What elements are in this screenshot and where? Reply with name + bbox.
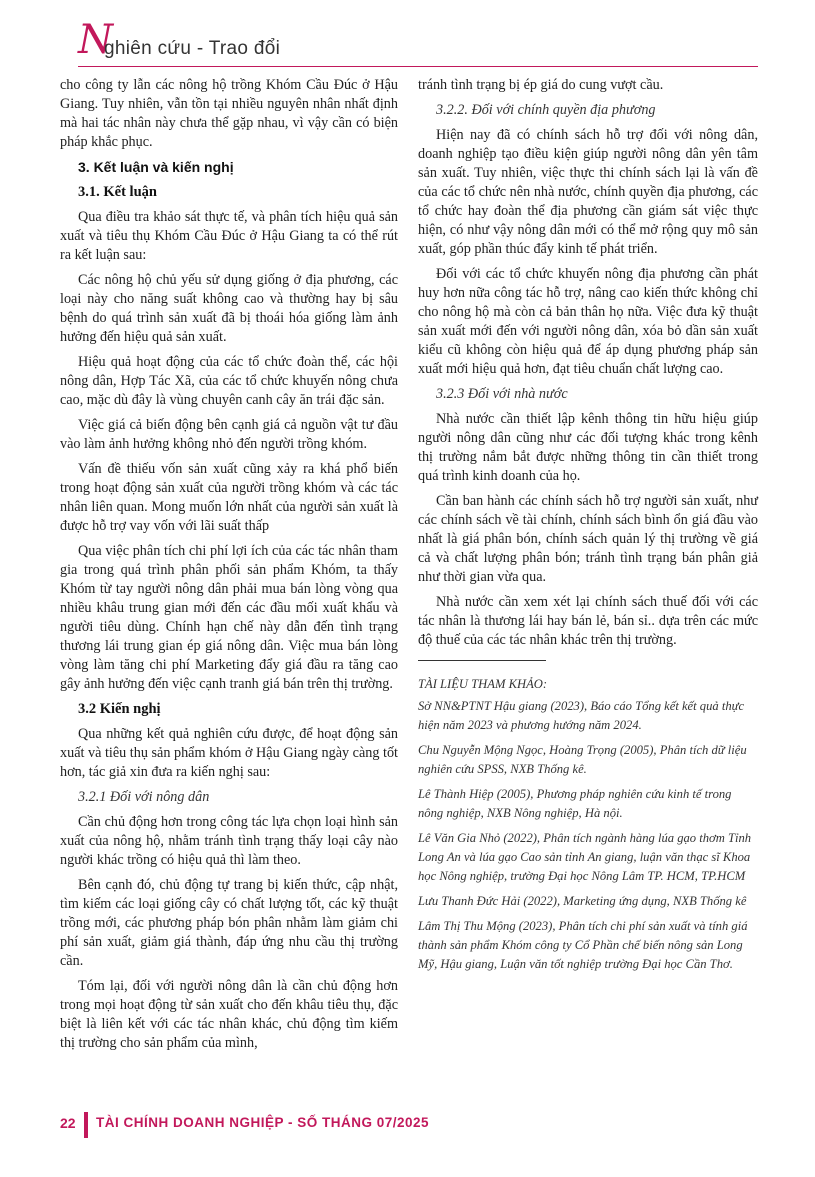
page-footer	[60, 1112, 760, 1138]
paragraph: Hiệu quả hoạt động của các tổ chức đoàn thể, các hội nông dân, Hợp Tác Xã, của các tổ chức khuyến nông chưa cao, mặc dù đây là vùng chuyên canh cây ăn trái đặc sản.	[60, 354, 398, 408]
header-initial: N	[78, 17, 113, 63]
paragraph: Cần chủ động hơn trong công tác lựa chọn loại hình sản xuất của nông hộ, nhằm tránh tình trạng thấy loại cây nào người khác trồng có hiệu quả thì làm theo.	[60, 814, 398, 868]
paragraph: Nhà nước cần xem xét lại chính sách thuế đối với các tác nhân là thương lái hay bán lẻ, bán sỉ.. dựa trên các mức độ thuế của các tác nhân khác trên thị trường.	[418, 594, 758, 648]
reference-item: Chu Nguyễn Mộng Ngọc, Hoàng Trọng (2005), Phân tích dữ liệu nghiên cứu SPSS, NXB Thống kê.	[418, 743, 747, 776]
paragraph: Tóm lại, đối với người nông dân là cần chủ động hơn trong mọi hoạt động từ sản xuất cho đến khâu tiêu thụ, đặc biệt là liên kết với các tác nhân khác, chủ động tìm kiếm thị trường cho sản phẩm của mình,	[60, 978, 398, 1051]
paragraph: Qua việc phân tích chi phí lợi ích của các tác nhân tham gia trong quá trình phân phối sản phẩm Khóm, ta thấy Khóm từ tay người nông dân phải mua bán lòng vòng qua nhiều khâu trung gian mới đến các đầu mối xuất khẩu và người tiêu dùng. Chính hạn chế này dẫn đến tình trạng thương lái trung gian ép giá nông dân. Việc mua bán lòng vòng làm tăng chi phí Marketing đẩy giá đầu ra tăng cao gây ảnh hưởng đến việc cạnh tranh giá bán trên thị trường.	[60, 543, 398, 692]
paragraph: Qua điều tra khảo sát thực tế, và phân tích hiệu quả sản xuất và tiêu thụ Khóm Cầu Đúc ở Hậu Giang ta có thể rút ra kết luận sau:	[60, 209, 398, 263]
reference-item: Lâm Thị Thu Mộng (2023), Phân tích chi phí sản xuất và tính giá thành sản phẩm Khóm công ty Cổ Phần chế biến nông sản Long Mỹ, Hậu giang, Luận văn tốt nghiệp trường Đại học Cần Thơ.	[418, 919, 748, 971]
paragraph: Nhà nước cần thiết lập kênh thông tin hữu hiệu giúp người nông dân cũng như các đối tượng khác trong kênh thị trường nắm bắt được những thông tin cần thiết trong quá trình kinh doanh của họ.	[418, 411, 758, 484]
paragraph: Vấn đề thiếu vốn sản xuất cũng xảy ra khá phổ biến trong hoạt động sản xuất của người trồng khóm và các tác nhân liên quan. Mong muốn lớn nhất của người sản xuất là được hỗ trợ vay vốn với lãi suất thấp	[60, 461, 398, 534]
references-title: TÀI LIỆU THAM KHẢO:	[418, 677, 548, 691]
left-column	[60, 76, 398, 1059]
references	[418, 660, 758, 974]
subsubsection-heading: 3.2.1 Đối với nông dân	[78, 789, 210, 805]
paragraph: Các nông hộ chủ yếu sử dụng giống ở địa phương, các loại này cho năng suất không cao và thường hay bị sâu bệnh do quá trình sản xuất đã bị thoái hóa giống làm ảnh hưởng đến hiệu quả sản xuất.	[60, 272, 398, 345]
page-number: 22	[60, 1115, 76, 1131]
paragraph: Bên cạnh đó, chủ động tự trang bị kiến thức, cập nhật, tìm kiếm các loại giống cây có chất lượng tốt, các kỹ thuật trồng mới, các phương pháp bón phân nhằm làm giảm chi phí sản xuất, giảm giá thành, đáp ứng nhu cầu thị trường cần.	[60, 877, 398, 969]
paragraph: cho công ty lẫn các nông hộ trồng Khóm Cầu Đúc ở Hậu Giang. Tuy nhiên, vẫn tồn tại nhiều nguyên nhân nhất định mà hai tác nhân này chưa thể gặp nhau, vì vậy cần có biện pháp khắc phục.	[60, 77, 398, 150]
subsection-heading: 3.2 Kiến nghị	[78, 701, 161, 717]
reference-item: Sở NN&PTNT Hậu giang (2023), Báo cáo Tổng kết kết quả thực hiện năm 2023 và phương hướng năm 2024.	[418, 699, 745, 732]
subsubsection-heading: 3.2.2. Đối với chính quyền địa phương	[436, 102, 656, 118]
paragraph: Việc giá cả biến động bên cạnh giá cả nguồn vật tư đầu vào làm ảnh hưởng không nhỏ đến người trồng khóm.	[60, 417, 398, 452]
paragraph: tránh tình trạng bị ép giá do cung vượt cầu.	[418, 77, 664, 93]
journal-name: TÀI CHÍNH DOANH NGHIỆP - SỐ THÁNG 07/2025	[96, 1115, 430, 1130]
right-column	[418, 76, 758, 980]
references-divider	[418, 660, 546, 661]
subsubsection-heading: 3.2.3 Đối với nhà nước	[436, 386, 568, 402]
paragraph: Đối với các tổ chức khuyến nông địa phương cần phát huy hơn nữa công tác hỗ trợ, nâng cao kiến thức không chỉ cho nông hộ mà còn cả bản thân họ nữa. Việc đưa kỹ thuật sản xuất mới đến với người nông dân, xóa bỏ dần sản xuất kiểu cũ không còn hiệu quả để áp dụng phương pháp sản xuất mới hiệu quả hơn, đạt tiêu chuẩn chất lượng cao.	[418, 266, 758, 377]
reference-item: Lê Thành Hiệp (2005), Phương pháp nghiên cứu kinh tế trong nông nghiệp, NXB Nông nghiệp, Hà nội.	[418, 787, 732, 820]
paragraph: Hiện nay đã có chính sách hỗ trợ đối với nông dân, doanh nghiệp tạo điều kiện giúp người nông dân yên tâm sản xuất. Tuy nhiên, việc thực thi chính sách lại là vấn đề của các tổ chức nên nhà nước, chính quyền địa phương, các tổ chức hay đoàn thể địa phương cần giám sát việc thực hiện, có như vậy nông dân mới có thể mở rộng quy mô sản xuất, góp phần thúc đẩy kinh tế phát triển.	[418, 127, 758, 257]
paragraph: Cần ban hành các chính sách hỗ trợ người sản xuất, như các chính sách về tài chính, chính sách bình ổn giá đầu vào nhất là giá phân bón, chính sách quản lý thị trường về giá cả và chất lượng phân bón; tránh tình trạng bán phân giả như thời gian vừa qua.	[418, 493, 758, 585]
paragraph: Qua những kết quả nghiên cứu được, để hoạt động sản xuất và tiêu thụ sản phẩm khóm ở Hậu Giang ngày càng tốt hơn, tác giả xin đưa ra kiến nghị sau:	[60, 726, 398, 780]
reference-item: Lê Văn Gia Nhỏ (2022), Phân tích ngành hàng lúa gạo thơm Tỉnh Long An và lúa gạo Cao sản tỉnh An giang, luận văn thạc sĩ Khoa học Nông nghiệp, trường Đại học Nông Lâm TP. HCM, TP.HCM	[418, 831, 752, 883]
subsection-heading: 3.1. Kết luận	[78, 184, 157, 200]
page-header	[78, 17, 758, 66]
section-heading: 3. Kết luận và kiến nghị	[78, 159, 234, 175]
header-title: ghiên cứu - Trao đổi	[104, 38, 281, 59]
reference-item: Lưu Thanh Đức Hải (2022), Marketing ứng dụng, NXB Thống kê	[418, 894, 747, 908]
footer-bar	[84, 1112, 88, 1138]
header-divider	[78, 66, 758, 67]
